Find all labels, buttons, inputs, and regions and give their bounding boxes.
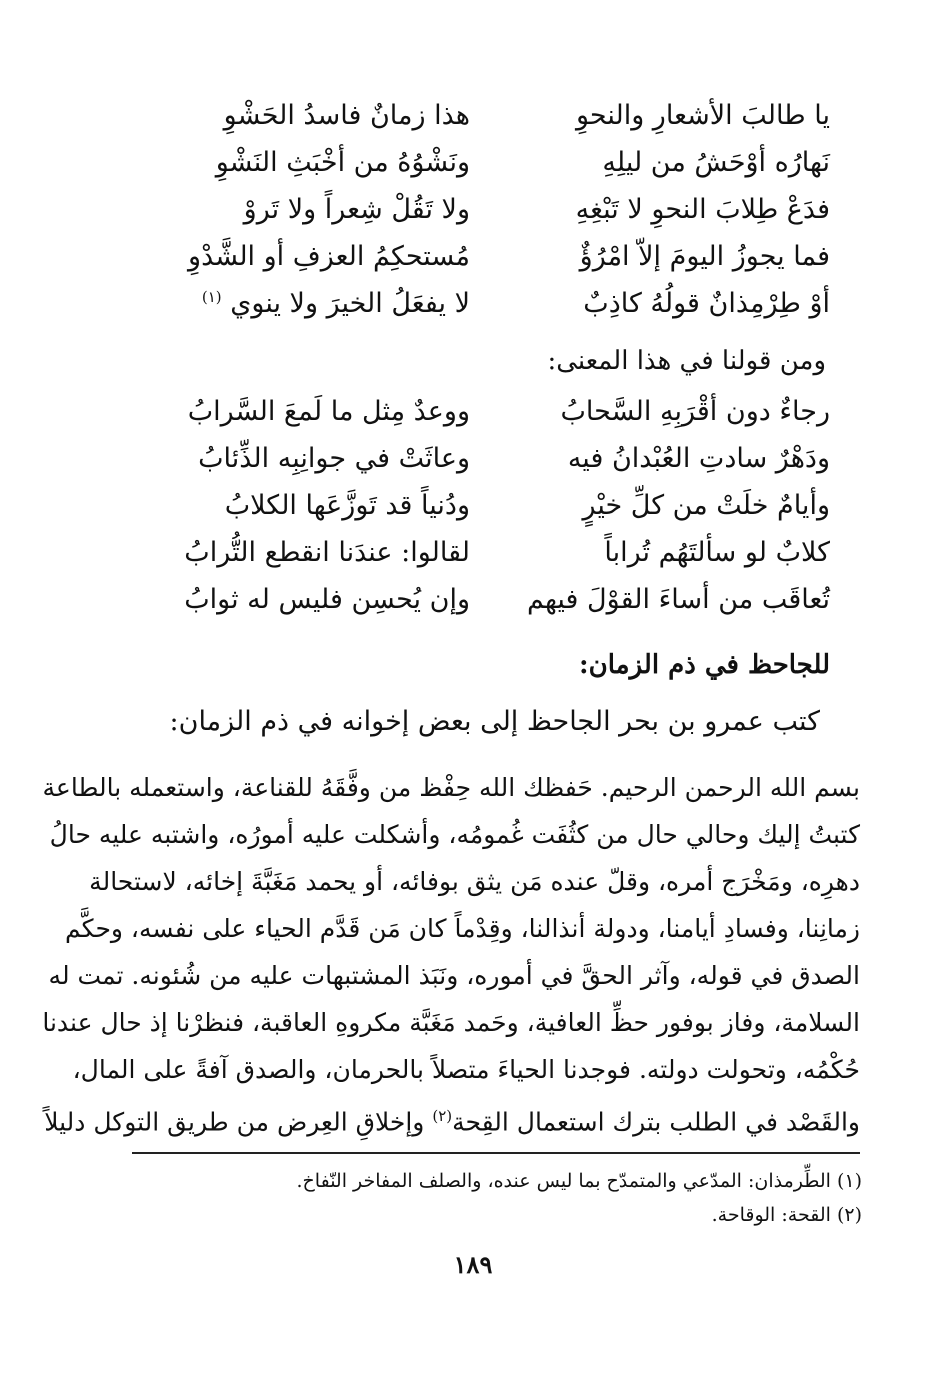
footnote-marker: (٢) — [432, 1107, 453, 1125]
first-hemistich: وأيامٌ خلَتْ من كلِّ خيْرٍ — [582, 490, 830, 521]
verse-line — [140, 233, 830, 280]
hemistich-text: لا يفعَلُ الخيرَ ولا ينوي — [230, 288, 470, 319]
verse-line — [140, 186, 830, 233]
footnote-item: (٢) القحة: الوقاحة. — [711, 1204, 862, 1226]
prose-line: دهرِه، ومَخْرَج أمره، وقلّ عنده مَن يثق بوفائه، أو يحمد مَغَبَّةَ إخائه، لاستحالة — [89, 867, 860, 896]
first-hemistich: ودَهْرٌ سادتِ العُبْدانُ فيه — [567, 443, 830, 474]
second-hemistich: مُستحكِمُ العزفِ أو الشَّدْوِ — [188, 241, 470, 272]
verse-line — [140, 529, 830, 576]
poem-two — [140, 388, 830, 623]
second-hemistich: هذا زمانٌ فاسدُ الحَشْوِ — [223, 100, 470, 131]
first-hemistich: فدَعْ طِلابَ النحوِ لا تَبْغِهِ — [575, 194, 830, 225]
first-hemistich: رجاءٌ دون أقْرَبِهِ السَّحابُ — [560, 396, 830, 427]
section-heading: للجاحظ في ذم الزمان: — [579, 650, 830, 680]
verse-line — [140, 92, 830, 139]
verse-line — [140, 435, 830, 482]
prose-segment: وإخلاقِ العِرض من طريق التوكل دليلاً — [44, 1107, 425, 1137]
prose-line: بسم الله الرحمن الرحيم. حَفظك الله حِفْظ من وفَّقَهُ للقناعة، واستعمله بالطاعة — [42, 773, 860, 802]
footnote-item: (١) الطِّرمذان: المدّعي والمتمدّح بما ليس عنده، والصلف المفاخر النّفاخ. — [296, 1170, 862, 1192]
second-hemistich: ووعدٌ مِثل ما لَمعَ السَّرابُ — [187, 396, 470, 427]
first-hemistich: كلابٌ لو سألتَهُم تُراباً — [604, 537, 830, 568]
prose-line: السلامة، وفاز بوفور حظِّ العافية، وحَمد مَغَبَّة مكروهِ العاقبة، فنظرْنا إذ حال عندنا — [42, 1008, 860, 1037]
prose-segment: والقَصْد في الطلب بترك استعمال القِحة — [452, 1107, 860, 1137]
second-hemistich — [140, 290, 470, 317]
verse-line — [140, 576, 830, 623]
verse-line — [140, 139, 830, 186]
second-hemistich: ولا تَقُلْ شِعراً ولا تَروْ — [243, 194, 470, 225]
second-hemistich: وإن يُحسِن فليس له ثوابُ — [184, 584, 470, 615]
first-hemistich: يا طالبَ الأشعارِ والنحوِ — [575, 100, 830, 131]
second-hemistich: ودُنياً قد تَوزَّعَها الكلابُ — [224, 490, 470, 521]
first-hemistich: تُعاقَب من أساءَ القوْلَ فيهم — [527, 584, 830, 615]
first-hemistich: أوْ طِرْمِذانٌ قولُهُ كاذِبٌ — [583, 288, 830, 319]
letter-intro: كتب عمرو بن بحر الجاحظ إلى بعض إخوانه في ذم الزمان: — [169, 706, 820, 737]
page-number: ١٨٩ — [453, 1250, 493, 1279]
second-hemistich: ونَشْوُهُ من أخْبَثِ النَشْوِ — [215, 147, 470, 178]
prose-line: زمانِنا، وفسادِ أيامنا، ودولة أنذالنا، وقِدْماً كان مَن قَدَّم الحياء على نفسه، وحكَّم — [65, 914, 860, 943]
verse-line — [140, 280, 830, 327]
prose-line: الصدق في قوله، وآثر الحقَّ في أموره، ونَبَذ المشتبهات عليه من شُئونه. تمت له — [48, 961, 860, 990]
footnote-marker: (١) — [201, 288, 222, 306]
prose-line — [44, 1093, 860, 1140]
second-hemistich: لقالوا: عندَنا انقطع التُّرابُ — [184, 537, 470, 568]
first-hemistich: فما يجوزُ اليومَ إلاّ امْرُؤٌ — [579, 241, 830, 272]
intro-line: ومن قولنا في هذا المعنى: — [547, 346, 826, 376]
letter-body — [42, 764, 860, 1140]
footnotes — [102, 1164, 862, 1232]
verse-line — [140, 388, 830, 435]
prose-line: كتبتُ إليك وحالي حال من كثُفَت غُمومُه، وأشكلت عليه أمورُه، واشتبه عليه حالُ — [49, 820, 860, 849]
poem-one — [140, 92, 830, 327]
second-hemistich: وعاثَتْ في جوانِبِه الذِّئابُ — [198, 443, 470, 474]
footnote-divider — [132, 1152, 860, 1154]
verse-line — [140, 482, 830, 529]
first-hemistich: نَهارُه أوْحَشُ من ليلِهِ — [602, 147, 830, 178]
prose-line: حُكْمُه، وتحولت دولته. فوجدنا الحياءَ متصلاً بالحرمان، والصدق آفةً على المال، — [72, 1055, 860, 1084]
